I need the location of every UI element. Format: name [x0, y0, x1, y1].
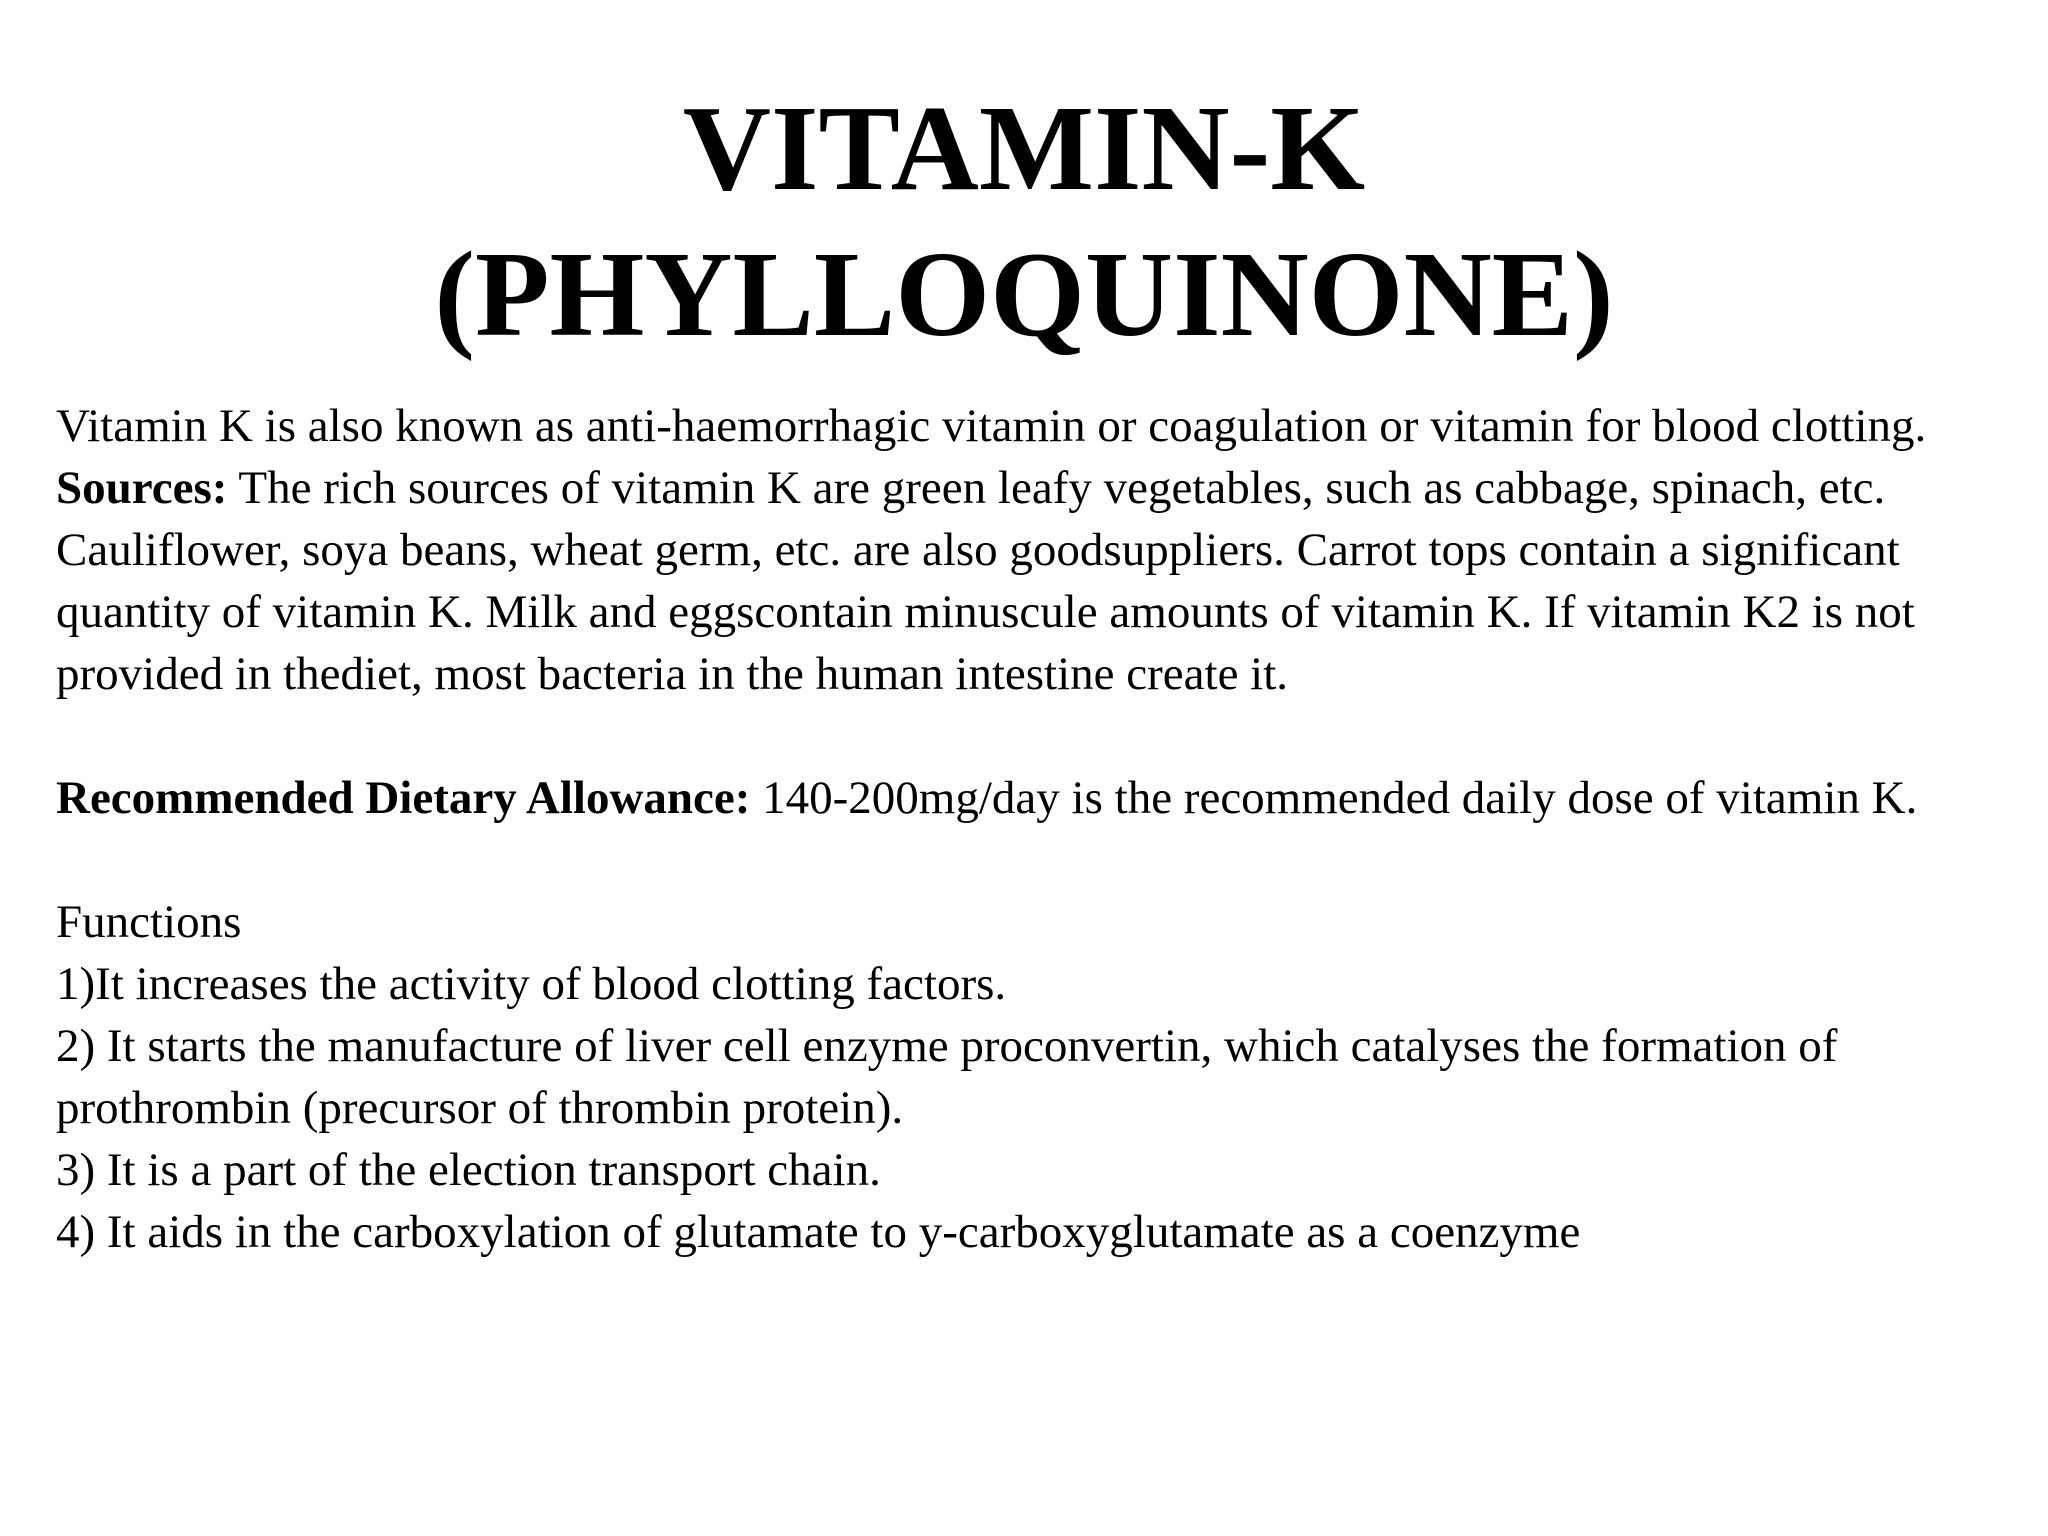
page-title [0, 76, 2048, 368]
function-item-1: 1)It increases the activity of blood clotting factors. [56, 958, 1007, 1010]
rda-paragraph [56, 767, 2016, 829]
sources-label: Sources: [56, 462, 228, 514]
title-line-2: (PHYLLOQUINONE) [434, 227, 1614, 362]
document-body [56, 395, 2016, 1263]
function-item-4: 4) It aids in the carboxylation of glutamate to y-carboxyglutamate as a coenzyme [56, 1206, 1581, 1258]
spacer [56, 705, 2016, 767]
function-item-2: 2) It starts the manufacture of liver cell enzyme proconvertin, which catalyses the formation of prothrombin (precursor of thrombin protein). [56, 1020, 1838, 1134]
title-line-1: VITAMIN-K [682, 81, 1366, 216]
sources-paragraph [56, 457, 2016, 705]
rda-text: 140-200mg/day is the recommended daily dose of vitamin K. [750, 772, 1918, 824]
intro-paragraph: Vitamin K is also known as anti-haemorrhagic vitamin or coagulation or vitamin for blood clotting. [56, 400, 1927, 452]
functions-heading: Functions [56, 896, 242, 948]
spacer [56, 829, 2016, 891]
rda-label: Recommended Dietary Allowance: [56, 772, 751, 824]
function-item-3: 3) It is a part of the election transport chain. [56, 1144, 881, 1196]
sources-text: The rich sources of vitamin K are green leafy vegetables, such as cabbage, spinach, etc. Cauliflower, soya beans, wheat germ, etc. are also goodsuppliers. Carrot tops contain a significant quantity of vitamin K. Milk and eggscontain minuscule amounts of vitamin K. If vitamin K2 is not provided in thediet, most bacteria in the human intestine create it. [56, 462, 1915, 700]
